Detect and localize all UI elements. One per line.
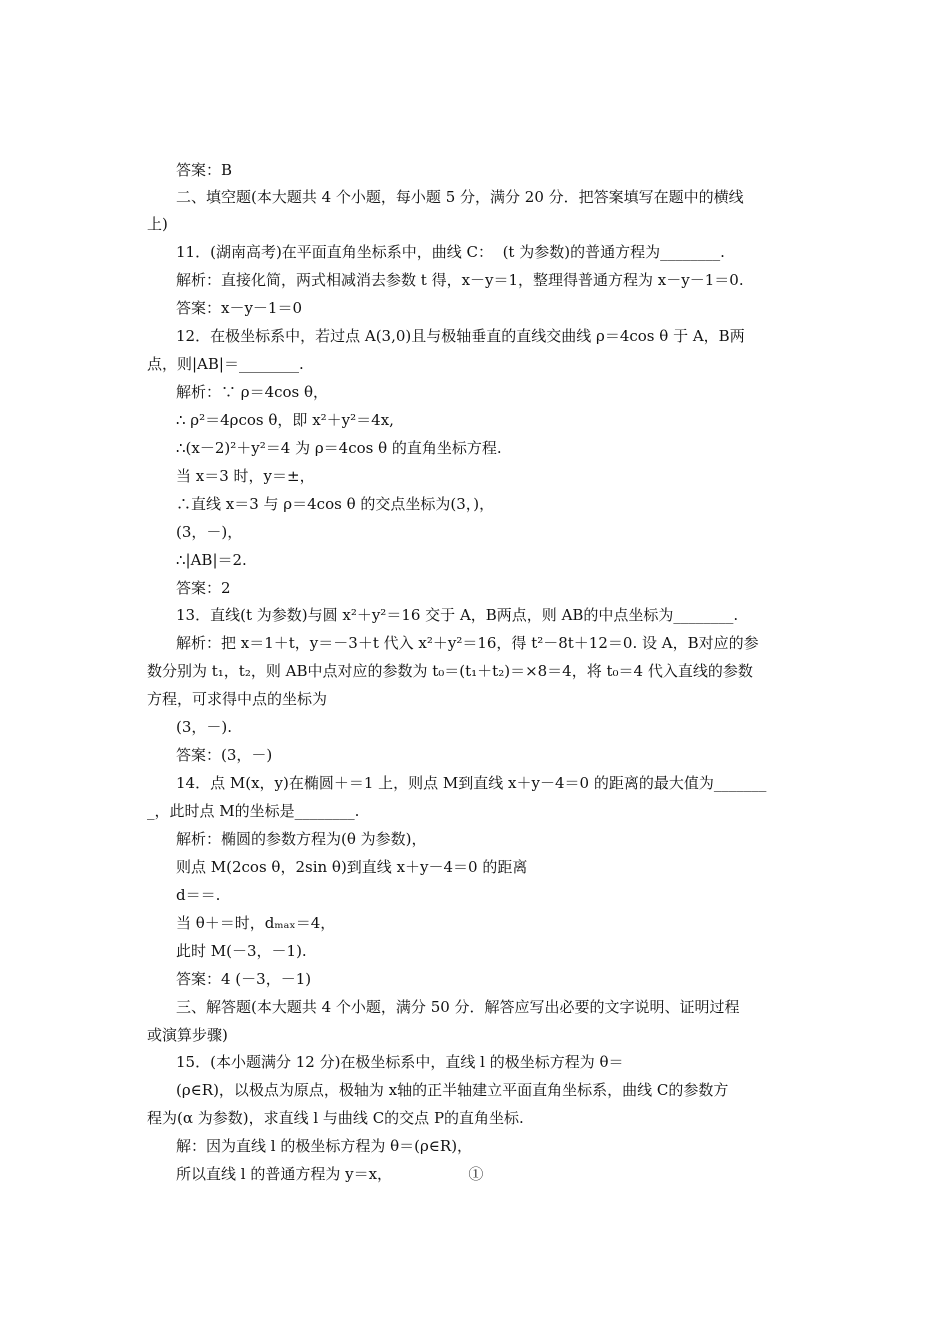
text-line: 当 θ＋＝时，dₘₐₓ＝4， bbox=[176, 914, 336, 932]
text-line: 14．点 M(x，y)在椭圆＋＝1 上，则点 M到直线 x＋y－4＝0 的距离的最大值为_______ bbox=[176, 774, 767, 792]
text-line: 答案：x－y－1＝0 bbox=[176, 299, 303, 317]
text-line: 此时 M(－3，－1). bbox=[176, 942, 307, 960]
text-line: 上) bbox=[147, 215, 168, 233]
text-line: 当 x＝3 时，y＝±， bbox=[176, 467, 315, 485]
text-line: 解析：把 x＝1＋t，y＝－3＋t 代入 x²＋y²＝16，得 t²－8t＋12＝0. 设 A，B对应的参 bbox=[176, 634, 759, 652]
text-line: _，此时点 M的坐标是________. bbox=[147, 802, 360, 820]
text-line: 方程，可求得中点的坐标为 bbox=[147, 690, 328, 708]
text-line: (3，－). bbox=[176, 718, 233, 736]
text-line: (ρ∈R)，以极点为原点，极轴为 x轴的正半轴建立平面直角坐标系，曲线 C的参数方 bbox=[176, 1081, 729, 1099]
text-line: 二、填空题(本大题共 4 个小题，每小题 5 分，满分 20 分．把答案填写在题中的横线 bbox=[176, 188, 744, 206]
text-line: ∴ ρ²＝4ρcos θ，即 x²＋y²＝4x, bbox=[176, 411, 394, 429]
text-line: 13．直线(t 为参数)与圆 x²＋y²＝16 交于 A，B两点，则 AB的中点坐标为________. bbox=[176, 606, 739, 624]
text-line: ∴|AB|＝2. bbox=[176, 551, 247, 569]
text-line: d＝＝. bbox=[176, 886, 221, 904]
text-line: ∴直线 x＝3 与 ρ＝4cos θ 的交点坐标为(3，)， bbox=[176, 495, 495, 513]
text-line: 12．在极坐标系中，若过点 A(3,0)且与极轴垂直的直线交曲线 ρ＝4cos θ 于 A，B两 bbox=[176, 327, 745, 345]
text-line: 答案：(3，－) bbox=[176, 746, 273, 764]
text-line: 答案：B bbox=[176, 161, 233, 179]
text-line: 所以直线 l 的普通方程为 y＝x， ① bbox=[176, 1165, 484, 1183]
text-line: 答案：2 bbox=[176, 579, 231, 597]
text-line: 或演算步骤) bbox=[147, 1026, 228, 1044]
text-line: 解析：直接化简，两式相减消去参数 t 得，x－y＝1，整理得普通方程为 x－y－1＝0. bbox=[176, 271, 744, 289]
text-line: 答案：4 (－3，－1) bbox=[176, 970, 312, 988]
text-line: 11．(湖南高考)在平面直角坐标系中，曲线 C： (t 为参数)的普通方程为________. bbox=[176, 243, 725, 261]
text-line: 则点 M(2cos θ，2sin θ)到直线 x＋y－4＝0 的距离 bbox=[176, 858, 528, 876]
text-line: 解析：∵ ρ＝4cos θ， bbox=[176, 383, 329, 401]
text-line: 解：因为直线 l 的极坐标方程为 θ＝(ρ∈R)， bbox=[176, 1137, 473, 1155]
text-line: 数分别为 t₁，t₂，则 AB中点对应的参数为 t₀＝(t₁＋t₂)＝×8＝4，将 t₀＝4 代入直线的参数 bbox=[147, 662, 753, 680]
text-line: (3，－)， bbox=[176, 523, 243, 541]
text-line: 三、解答题(本大题共 4 个小题，满分 50 分．解答应写出必要的文字说明、证明过程 bbox=[176, 998, 740, 1016]
text-line: 点，则|AB|＝________. bbox=[147, 355, 304, 373]
text-line: 程为(α 为参数)，求直线 l 与曲线 C的交点 P的直角坐标. bbox=[147, 1109, 524, 1127]
text-line: ∴(x－2)²＋y²＝4 为 ρ＝4cos θ 的直角坐标方程. bbox=[176, 439, 502, 457]
text-line: 15．(本小题满分 12 分)在极坐标系中，直线 l 的极坐标方程为 θ＝ bbox=[176, 1053, 624, 1071]
text-line: 解析：椭圆的参数方程为(θ 为参数)， bbox=[176, 830, 427, 848]
